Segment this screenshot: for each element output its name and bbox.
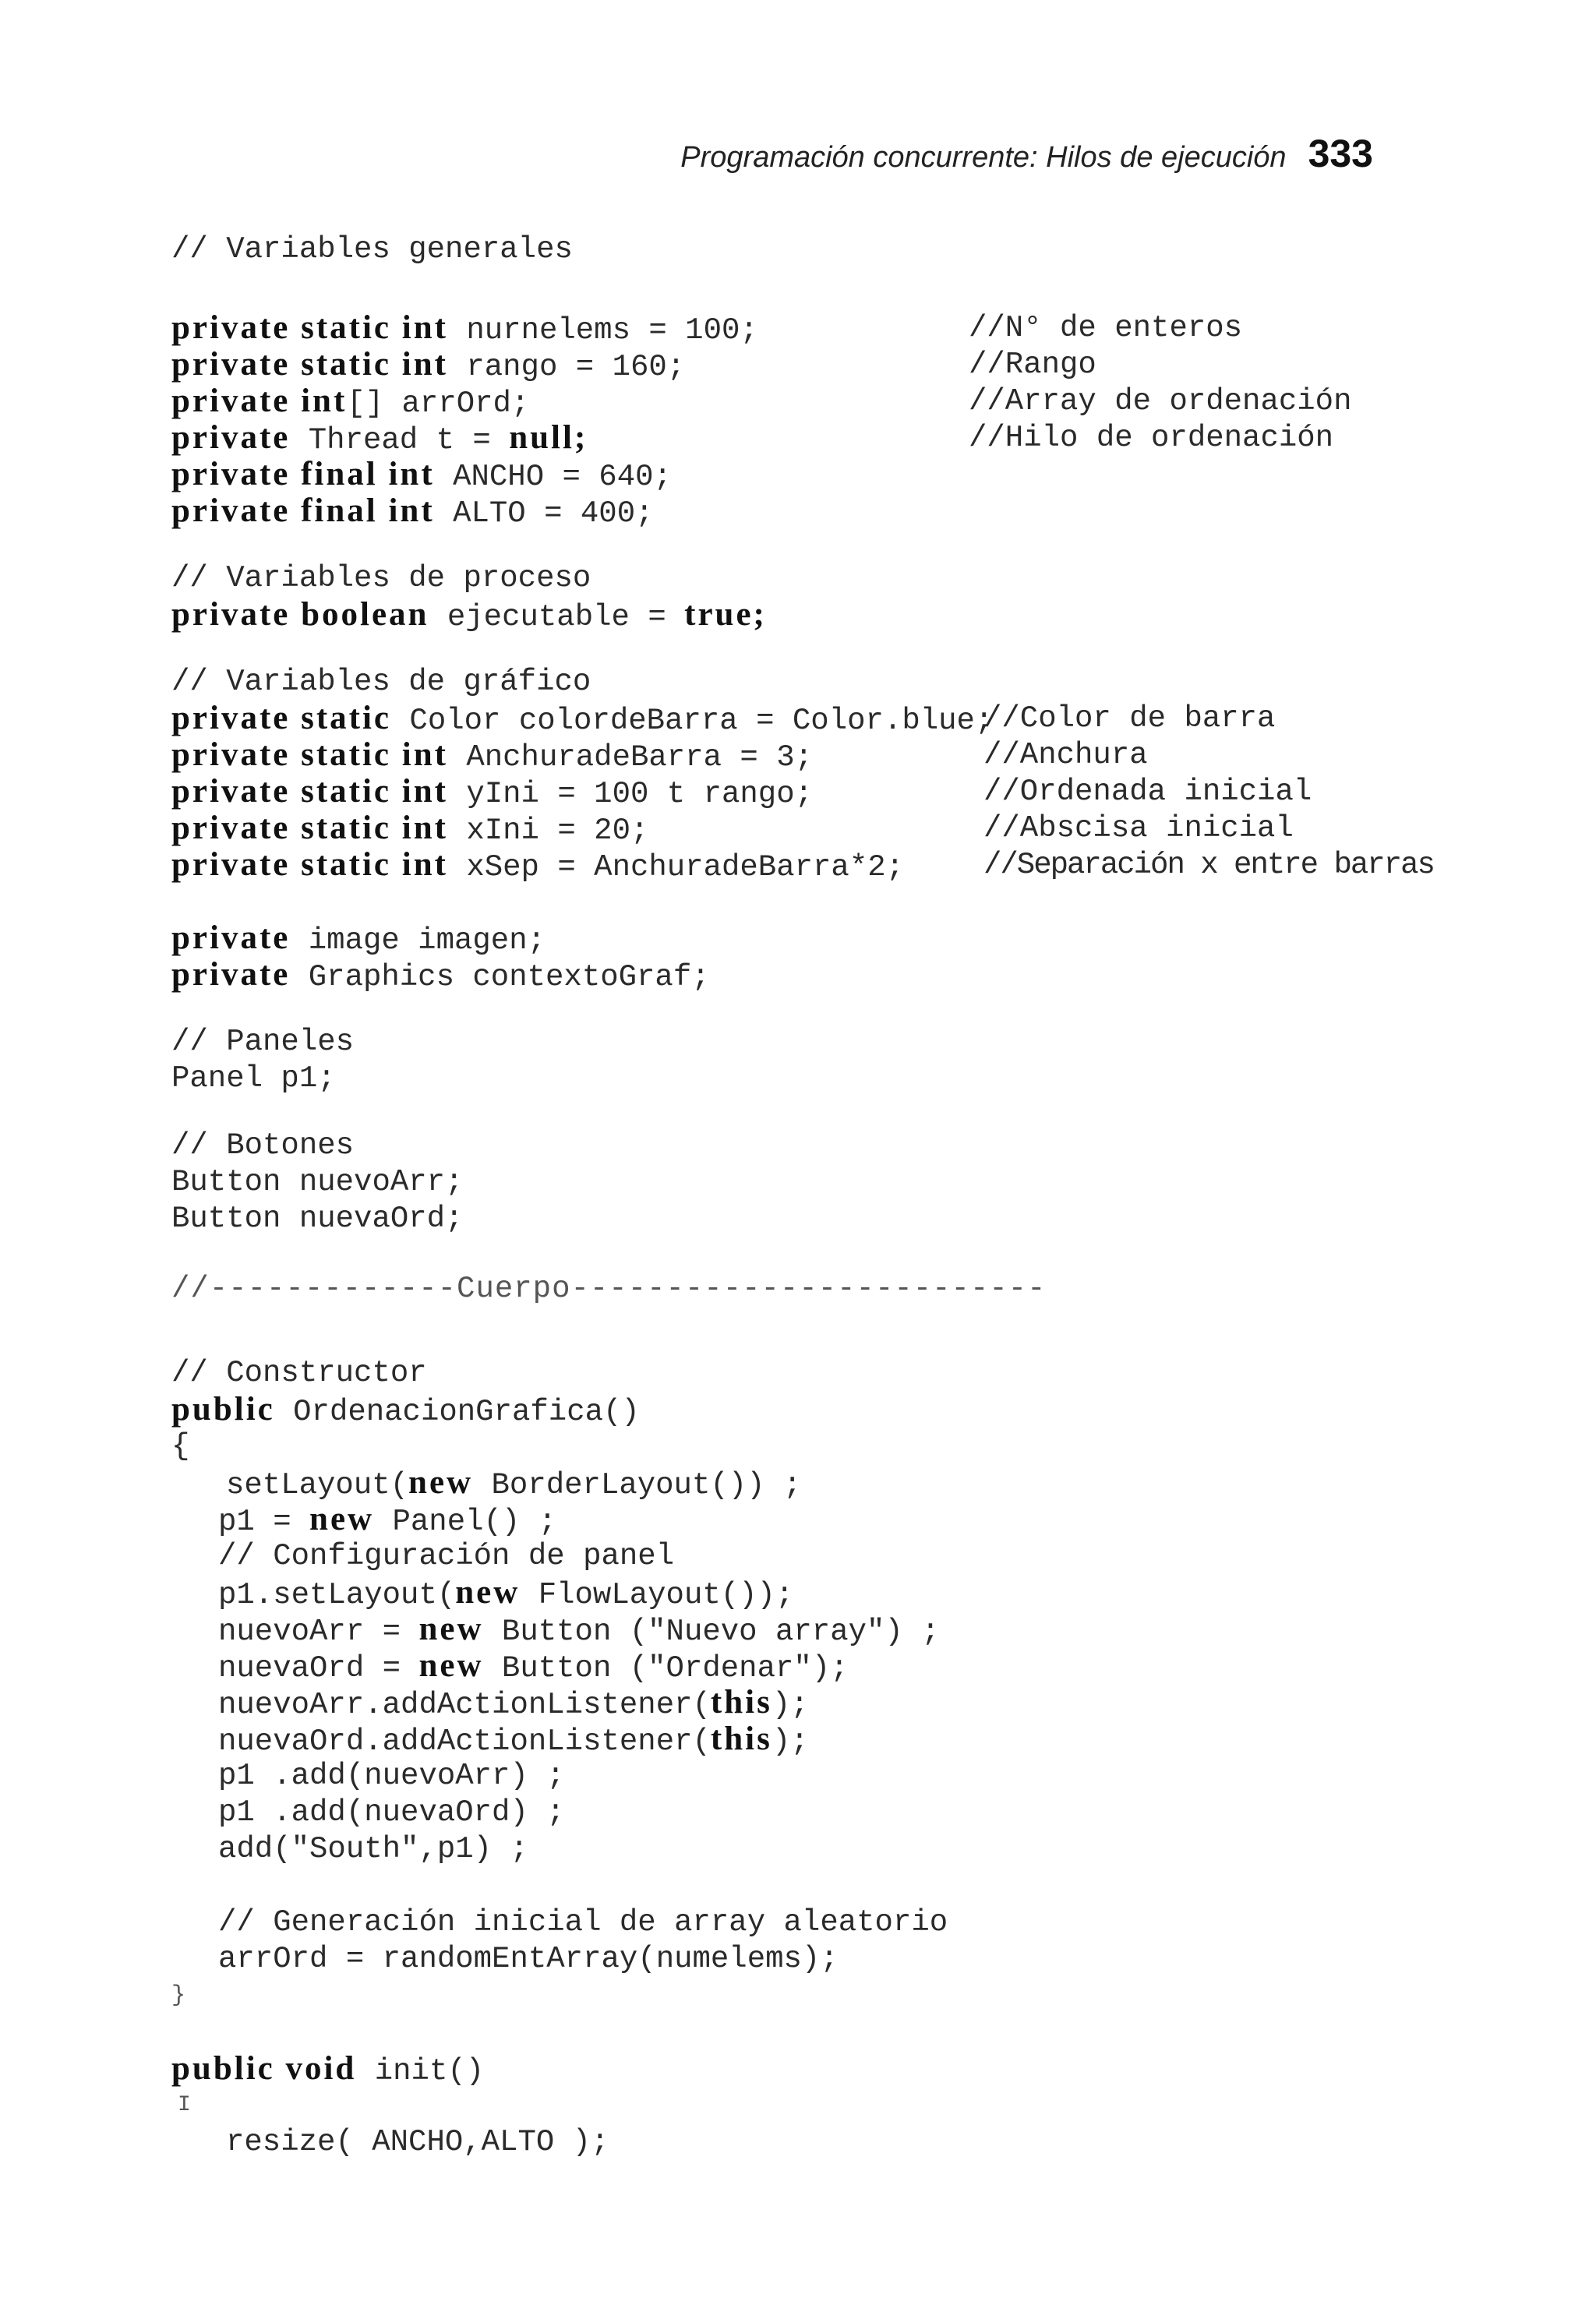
code-line-xini xyxy=(171,810,648,847)
code-line-init-signature xyxy=(171,2050,484,2088)
code-text: nuevaOrd.addActionListener( xyxy=(218,1724,711,1759)
code-line-anchuradebarra xyxy=(171,736,813,774)
keyword: private boolean xyxy=(171,596,429,633)
brace-close: } xyxy=(171,1982,186,2009)
code-line-thread xyxy=(171,419,588,457)
code-text: FlowLayout()); xyxy=(520,1578,794,1612)
code-text: ANCHO = 640; xyxy=(434,460,672,494)
code-text: nuevaOrd = xyxy=(218,1651,419,1685)
code-text: Graphics contextoGraf; xyxy=(290,960,710,994)
keyword: new xyxy=(418,1611,484,1647)
code-line-p1-setlayout xyxy=(218,1574,793,1611)
keyword: new xyxy=(408,1464,474,1501)
code-line-resize: resize( ANCHO,ALTO ); xyxy=(226,2125,609,2159)
comment-rango: //Rango xyxy=(969,348,1096,382)
keyword: new xyxy=(309,1501,375,1537)
code-text: Panel() ; xyxy=(374,1505,557,1539)
code-line-nuevoarr-listener xyxy=(218,1684,809,1721)
comment-yini: //Ordenada inicial xyxy=(983,775,1312,809)
keyword: private int xyxy=(171,383,348,419)
code-line-add-nuevaord: p1 .add(nuevaOrd) ; xyxy=(218,1795,565,1830)
comment-paneles: // Paneles xyxy=(171,1025,355,1059)
code-line-contextograf xyxy=(171,956,710,994)
code-line-ancho xyxy=(171,456,672,493)
keyword: private final int xyxy=(171,492,435,529)
comment-xini: //Abscisa inicial xyxy=(983,811,1294,845)
keyword: null; xyxy=(509,419,588,456)
code-text: ); xyxy=(772,1724,809,1759)
keyword: private static int xyxy=(171,736,448,773)
code-text: ); xyxy=(772,1688,809,1722)
code-line-panel: Panel p1; xyxy=(171,1061,336,1096)
comment-constructor: // Constructor xyxy=(171,1356,427,1390)
keyword: new xyxy=(455,1574,521,1611)
keyword: private static xyxy=(171,700,392,736)
code-text: BorderLayout()) ; xyxy=(473,1468,802,1502)
code-line-nuevoarr-new xyxy=(218,1611,940,1648)
code-line-ejecutable xyxy=(171,596,767,634)
code-text: nuevoArr.addActionListener( xyxy=(218,1688,711,1722)
comment-botones: // Botones xyxy=(171,1128,355,1163)
code-text: ALTO = 400; xyxy=(434,496,654,531)
keyword: private xyxy=(171,956,291,993)
separator-cuerpo: //-------------Cuerpo------------------------- xyxy=(171,1272,1047,1306)
code-line-rango xyxy=(171,346,685,383)
comment-variables-proceso: // Variables de proceso xyxy=(171,561,591,595)
code-line-add-nuevoarr: p1 .add(nuevoArr) ; xyxy=(218,1759,565,1793)
keyword: public xyxy=(171,1391,275,1428)
keyword: true; xyxy=(684,596,767,633)
code-text: OrdenacionGrafica() xyxy=(274,1395,640,1429)
keyword: public void xyxy=(171,2050,357,2087)
keyword: this xyxy=(710,1721,772,1757)
comment-arrord: //Array de ordenación xyxy=(969,384,1352,418)
code-line-nuevaord-listener xyxy=(218,1721,809,1758)
code-line-xsep xyxy=(171,846,904,884)
keyword: private xyxy=(171,920,291,956)
keyword: this xyxy=(710,1684,772,1721)
running-head-title: Programación concurrente: Hilos de ejecución xyxy=(680,141,1287,174)
code-text: xSep = AnchuradeBarra*2; xyxy=(447,850,905,884)
code-line-arrord xyxy=(171,383,529,420)
code-line-button-nuevoarr: Button nuevoArr; xyxy=(171,1165,464,1199)
comment-generacion-inicial: // Generación inicial de array aleatorio xyxy=(218,1905,948,1940)
code-text: setLayout( xyxy=(226,1468,409,1502)
keyword: private static int xyxy=(171,846,448,883)
code-line-nuevaord-new xyxy=(218,1647,849,1685)
code-line-button-nuevaord: Button nuevaOrd; xyxy=(171,1202,464,1236)
code-line-new-panel xyxy=(218,1501,556,1538)
code-text: rango = 160; xyxy=(447,350,686,384)
code-line-alto xyxy=(171,492,654,530)
code-line-imagen xyxy=(171,920,546,957)
code-text: Color colordeBarra = Color.blue; xyxy=(391,704,994,738)
comment-thread: //Hilo de ordenación xyxy=(969,421,1334,455)
comment-numelems: //N° de enteros xyxy=(969,311,1243,345)
keyword: private static int xyxy=(171,773,448,810)
code-line-arrord-random: arrOrd = randomEntArray(numelems); xyxy=(218,1942,839,1976)
code-text: Button ("Nuevo array") ; xyxy=(483,1615,940,1649)
code-line-numelems xyxy=(171,309,758,347)
comment-anchuradebarra: //Anchura xyxy=(983,738,1148,772)
comment-xsep: //Separación x entre barras xyxy=(983,848,1434,882)
code-text: nurnelems = 100; xyxy=(447,313,758,348)
code-line-constructor-signature xyxy=(171,1391,640,1428)
code-text: ejecutable = xyxy=(429,600,685,634)
code-text: Thread t = xyxy=(290,423,510,457)
code-text: p1.setLayout( xyxy=(218,1578,456,1612)
code-text: [] arrOrd; xyxy=(347,387,530,421)
comment-configuracion-panel: // Configuración de panel xyxy=(218,1539,675,1573)
brace-open-init: I xyxy=(178,2093,191,2117)
code-text: xIni = 20; xyxy=(447,814,649,848)
comment-colordebarra: //Color de barra xyxy=(983,701,1276,736)
keyword: private final int xyxy=(171,456,435,492)
keyword: new xyxy=(418,1647,484,1684)
code-line-add-south: add("South",p1) ; xyxy=(218,1832,528,1866)
code-text: Button ("Ordenar"); xyxy=(483,1651,849,1685)
code-line-yini xyxy=(171,773,813,810)
code-text: p1 = xyxy=(218,1505,310,1539)
keyword: private static int xyxy=(171,810,448,846)
code-text: init() xyxy=(356,2054,485,2088)
code-text: AnchuradeBarra = 3; xyxy=(447,740,814,775)
comment-variables-generales: // Variables generales xyxy=(171,232,573,266)
code-text: image imagen; xyxy=(290,923,546,958)
keyword: private static int xyxy=(171,346,448,383)
code-line-colordebarra xyxy=(171,700,993,737)
page-number: 333 xyxy=(1308,132,1373,175)
brace-open: { xyxy=(171,1429,190,1463)
keyword: private xyxy=(171,419,291,456)
code-line-setlayout xyxy=(226,1464,801,1502)
keyword: private static int xyxy=(171,309,448,346)
comment-variables-grafico: // Variables de gráfico xyxy=(171,665,591,699)
code-text: nuevoArr = xyxy=(218,1615,419,1649)
code-text: yIni = 100 t rango; xyxy=(447,777,814,811)
